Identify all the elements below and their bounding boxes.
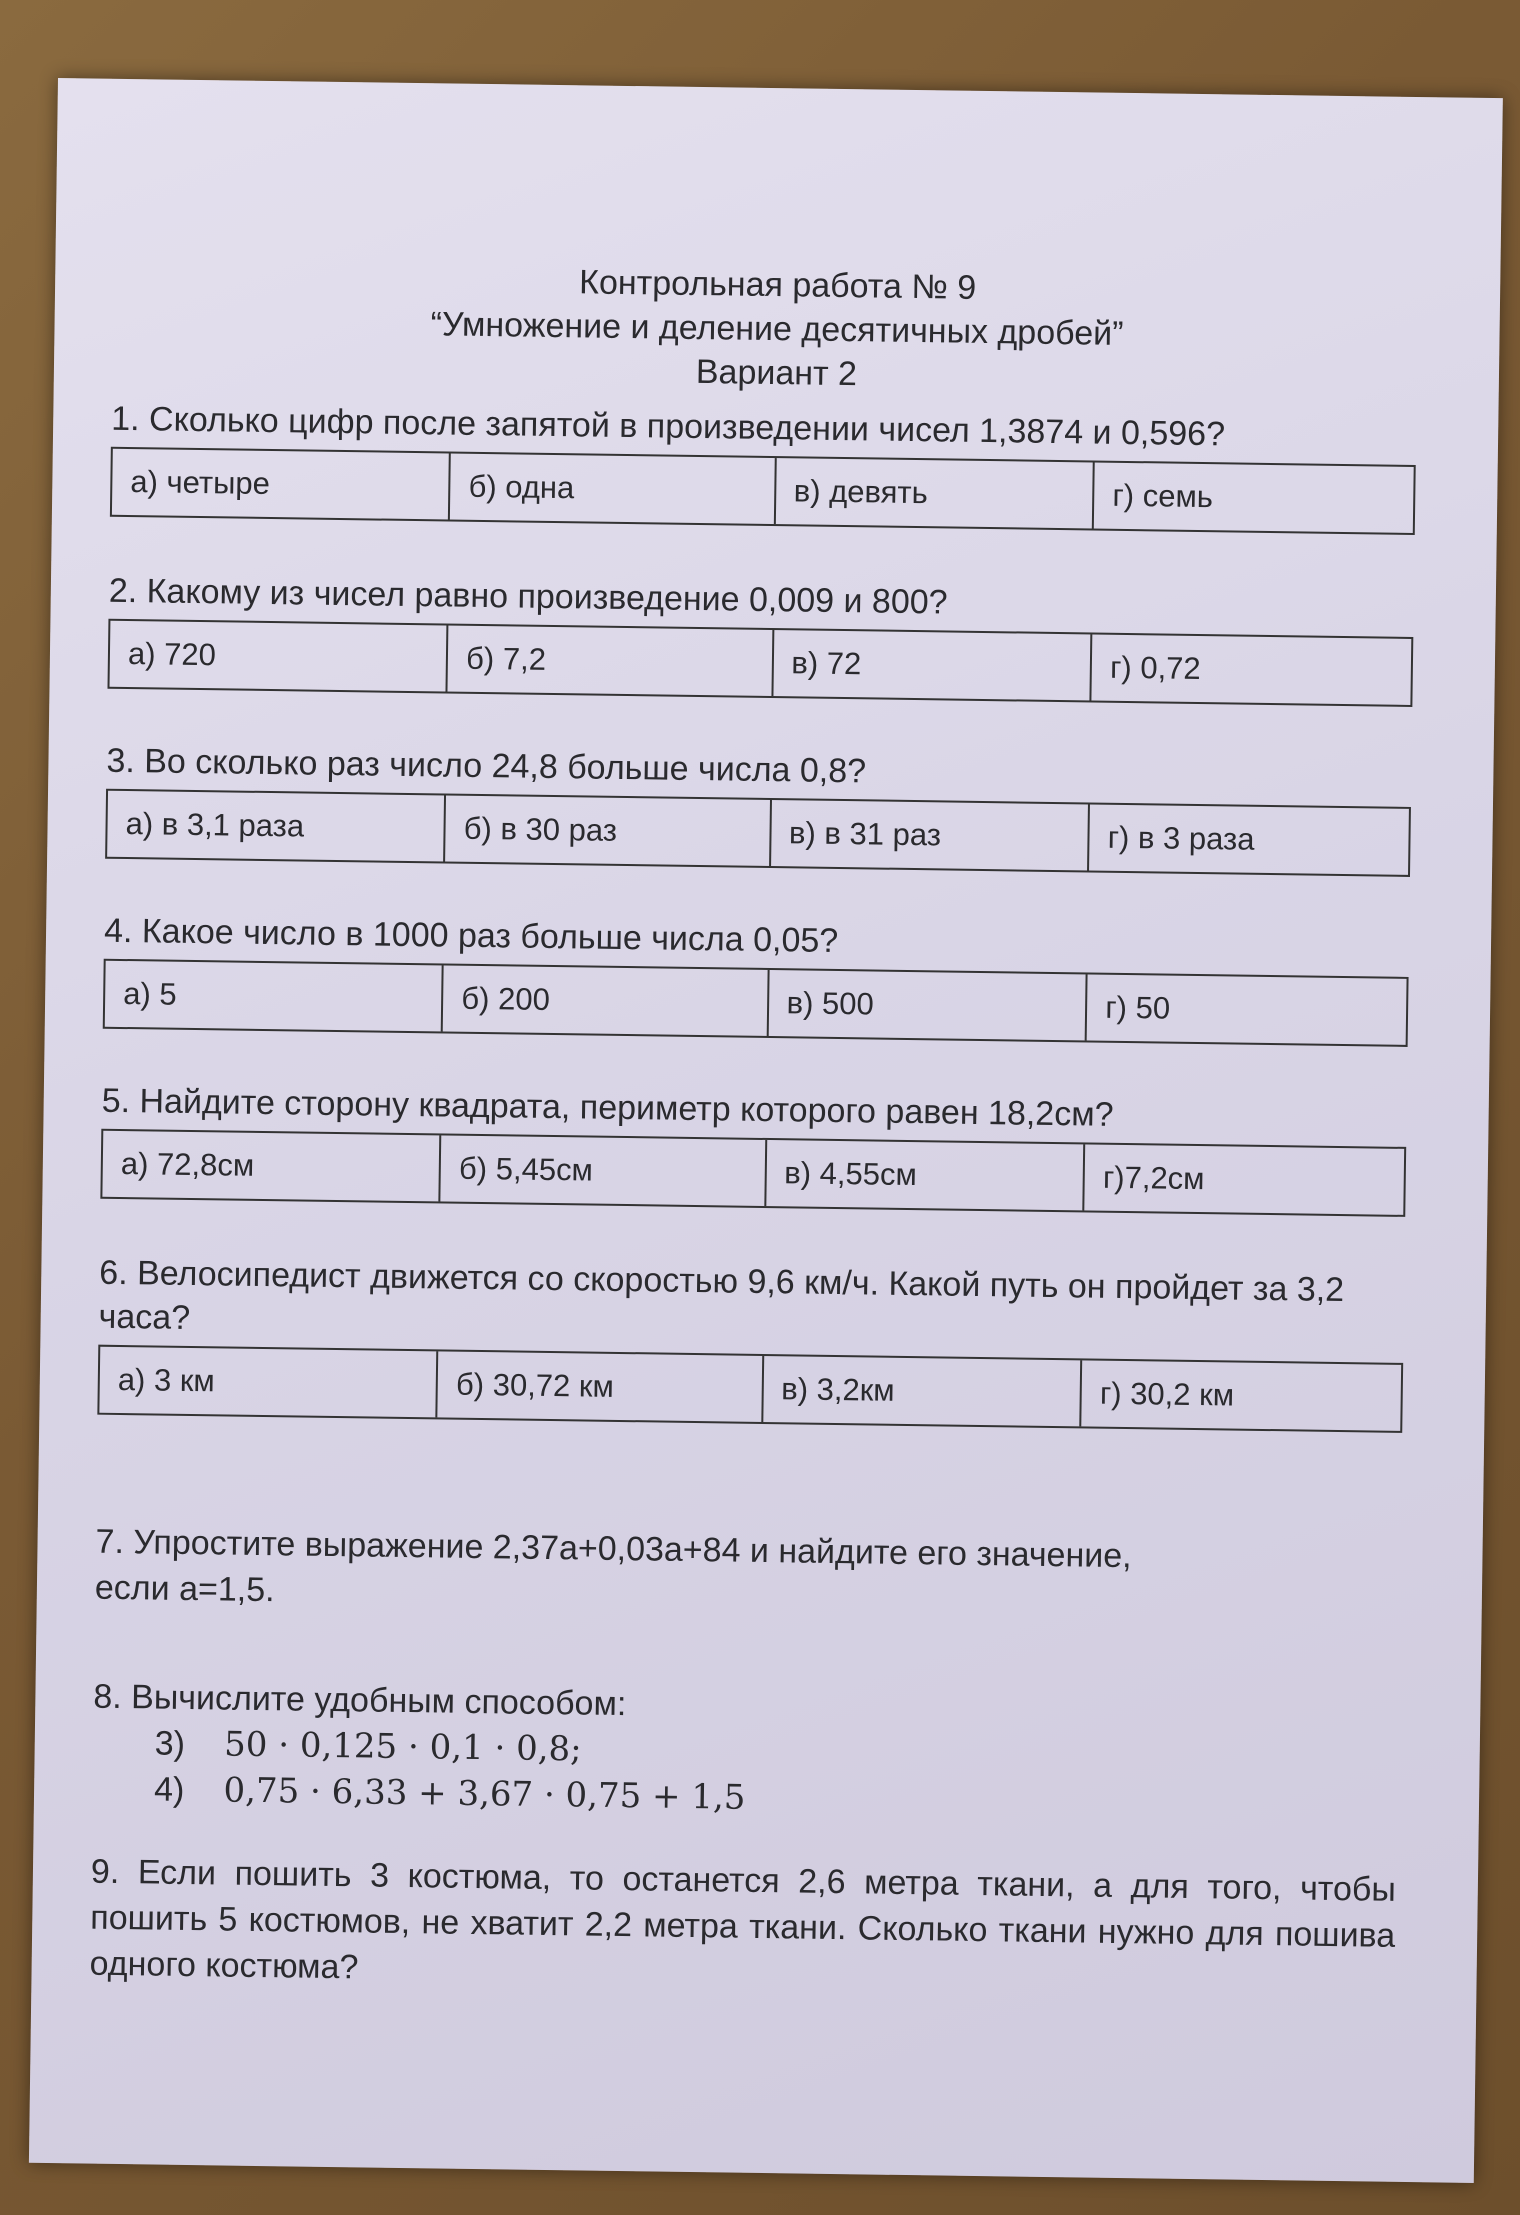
- option-c: в) 4,55см: [766, 1140, 1086, 1210]
- option-a: а) 5: [105, 961, 444, 1032]
- test-topic: “Умножение и деление десятичных дробей”: [430, 305, 1124, 353]
- option-a: а) в 3,1 раза: [107, 791, 446, 862]
- task-7: [95, 1519, 1401, 1629]
- item-expression: 0,75 · 6,33 + 3,67 · 0,75 + 1,5: [223, 1770, 746, 1818]
- option-b: б) 200: [443, 965, 769, 1036]
- worksheet-paper: [29, 78, 1503, 2183]
- task-8-title: 8. Вычислите удобным способом:: [93, 1677, 627, 1724]
- option-b: б) в 30 раз: [445, 795, 771, 866]
- question-2: [107, 569, 1414, 707]
- question-title: 3. Во сколько раз число 24,8 больше числа 0,8?: [106, 741, 867, 791]
- option-c: в) девять: [775, 458, 1095, 528]
- task-7-line-1: 7. Упростите выражение 2,37а+0,03а+84 и найдите его значение,: [95, 1522, 1132, 1576]
- question-title: 1. Сколько цифр после запятой в произведении чисел 1,3874 и 0,596?: [110, 399, 1226, 454]
- test-title: Контрольная работа № 9: [578, 263, 977, 307]
- answer-options-table: [103, 959, 1409, 1047]
- option-a: а) четыре: [112, 449, 451, 520]
- option-d: г)7,2см: [1102, 1159, 1205, 1197]
- worksheet-header: [54, 253, 1501, 405]
- question-title: 2. Какому из чисел равно произведение 0,009 и 800?: [108, 571, 948, 622]
- option-d: г) в 3 раза: [1107, 819, 1255, 857]
- option-d: г) семь: [1112, 477, 1214, 515]
- option-d: г) 0,72: [1109, 649, 1201, 687]
- task-7-line-2: если а=1,5.: [94, 1568, 275, 1610]
- answer-options-table: [110, 447, 1416, 535]
- item-number: 3): [154, 1724, 186, 1763]
- option-a: а) 720: [110, 621, 449, 692]
- question-4: [103, 909, 1410, 1047]
- option-d: г) 50: [1105, 989, 1171, 1026]
- item-expression: 50 · 0,125 · 0,1 · 0,8;: [223, 1724, 582, 1770]
- task-9: 9. Если пошить 3 костюма, то останется 2,6 метра ткани, а для того, чтобы пошить 5 костюмов, не хватит 2,2 метра ткани. Сколько ткани нужно для пошива одного костюма?: [89, 1852, 1397, 1987]
- option-c: в) в 31 раз: [771, 800, 1091, 870]
- option-d: г) 30,2 км: [1099, 1375, 1235, 1413]
- question-1: [110, 397, 1417, 535]
- question-title: 4. Какое число в 1000 раз больше числа 0,05?: [103, 911, 839, 960]
- option-b: б) 5,45см: [441, 1135, 767, 1206]
- question-title: 6. Велосипедист движется со скоростью 9,6 км/ч. Какой путь он пройдет за 3,2 часа?: [98, 1253, 1345, 1337]
- task-8: [92, 1674, 1399, 1830]
- option-c: в) 72: [773, 630, 1093, 700]
- question-title: 5. Найдите сторону квадрата, периметр которого равен 18,2см?: [101, 1081, 1114, 1134]
- question-3: [105, 739, 1412, 877]
- question-6: [97, 1251, 1404, 1433]
- option-c: в) 3,2км: [763, 1356, 1083, 1426]
- test-variant: Вариант 2: [695, 352, 858, 394]
- option-b: б) 7,2: [448, 626, 774, 697]
- answer-options-table: [107, 619, 1413, 707]
- answer-options-table: [105, 789, 1411, 877]
- answer-options-table: [97, 1345, 1403, 1433]
- option-a: а) 3 км: [99, 1347, 438, 1418]
- option-a: а) 72,8см: [102, 1131, 441, 1202]
- option-b: б) 30,72 км: [438, 1351, 764, 1422]
- answer-options-table: [100, 1129, 1406, 1217]
- option-c: в) 500: [768, 970, 1088, 1040]
- option-b: б) одна: [450, 454, 776, 525]
- item-number: 4): [153, 1770, 185, 1809]
- question-5: [100, 1079, 1407, 1217]
